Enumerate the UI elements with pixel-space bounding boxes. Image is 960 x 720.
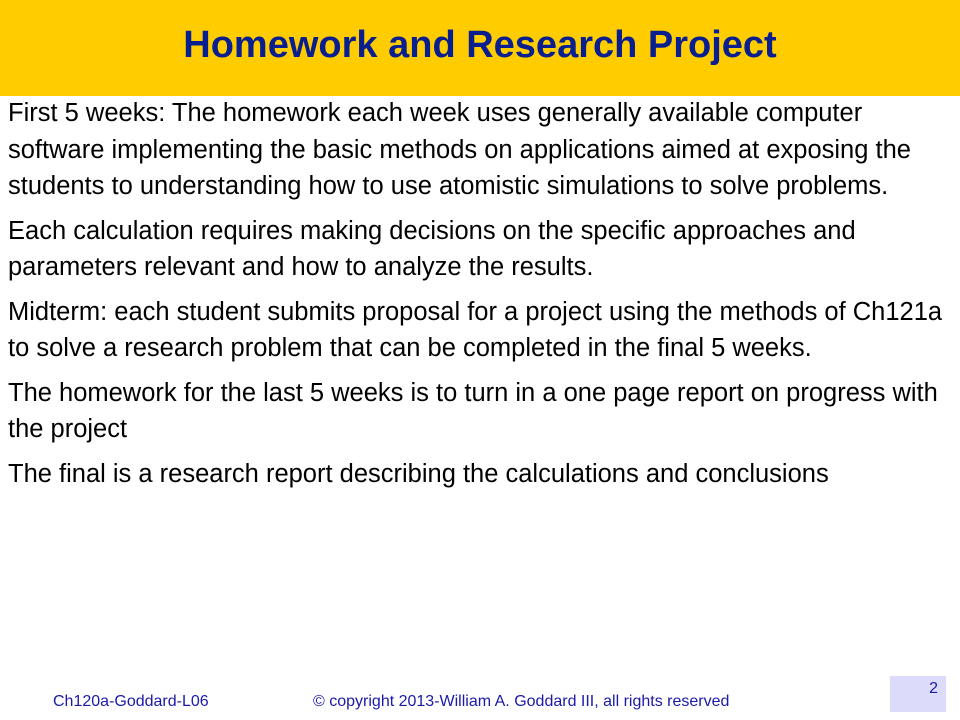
- paragraph-last-weeks: The homework for the last 5 weeks is to turn in a one page report on progress with the project: [8, 378, 938, 443]
- footer-copyright: © copyright 2013-William A. Goddard III, all rights reserved: [313, 693, 730, 710]
- page-number-box: [890, 676, 946, 712]
- footer-course-label: Ch120a-Goddard-L06: [53, 693, 209, 710]
- paragraph-calculation: Each calculation requires making decisions on the specific approaches and parameters relevant and how to analyze the results.: [8, 216, 856, 281]
- paragraph-final: The final is a research report describing the calculations and conclusions: [8, 459, 829, 488]
- page-number: 2: [929, 680, 938, 697]
- paragraph-first-weeks: First 5 weeks: The homework each week uses generally available computer software implementing the basic methods on applications aimed at exposing the students to understanding how to use atomistic simulations to solve problems.: [8, 99, 911, 200]
- slide-title: Homework and Research Project: [183, 24, 777, 66]
- paragraph-midterm: Midterm: each student submits proposal for a project using the methods of Ch121a to solve a research problem that can be completed in the final 5 weeks.: [8, 297, 943, 362]
- slide-body: [8, 95, 953, 500]
